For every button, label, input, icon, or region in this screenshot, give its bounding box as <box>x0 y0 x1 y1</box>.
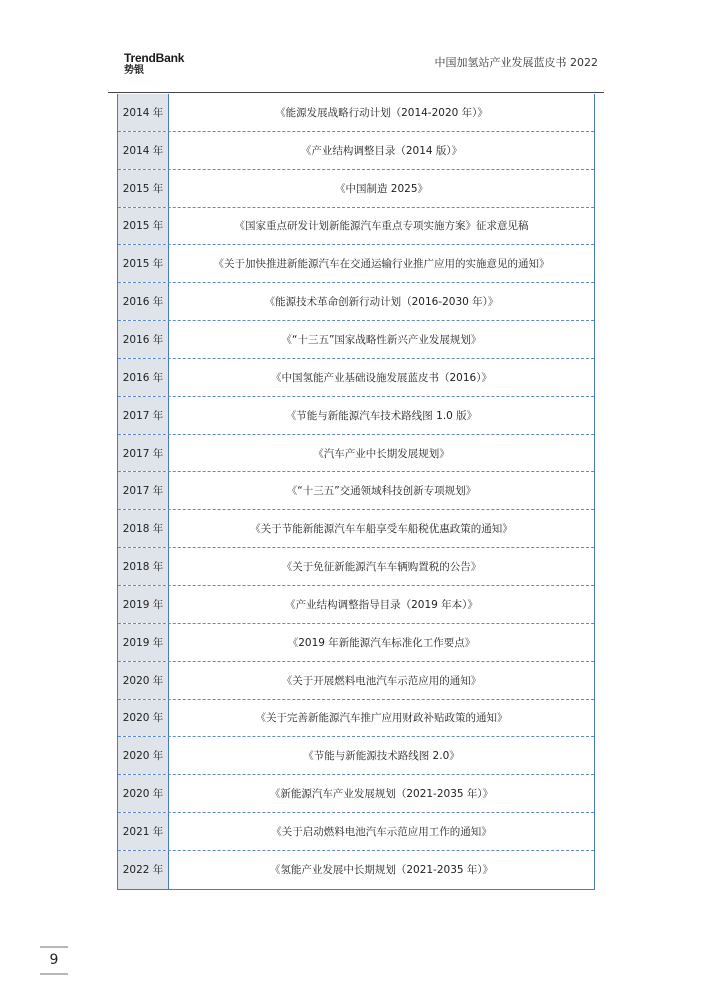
policy-document-cell: 《产业结构调整目录（2014 版）》 <box>300 144 463 157</box>
policy-table <box>117 94 595 890</box>
table-row <box>118 813 594 851</box>
policy-document-cell: 《新能源汽车产业发展规划（2021-2035 年）》 <box>269 788 494 801</box>
table-row <box>118 359 594 397</box>
year-cell: 2017 年 <box>118 397 169 434</box>
policy-document-cell: 《关于启动燃料电池汽车示范应用工作的通知》 <box>271 825 492 838</box>
policy-document-cell: 《中国氢能产业基础设施发展蓝皮书（2016）》 <box>271 371 492 384</box>
year-cell: 2017 年 <box>118 472 169 509</box>
table-row <box>118 94 594 132</box>
table-row <box>118 397 594 435</box>
table-row <box>118 132 594 170</box>
policy-document-cell: 《关于完善新能源汽车推广应用财政补贴政策的通知》 <box>255 712 508 725</box>
policy-document-cell: 《关于加快推进新能源汽车在交通运输行业推广应用的实施意见的通知》 <box>213 258 550 271</box>
policy-document-cell: 《能源发展战略行动计划（2014-2020 年）》 <box>275 106 488 119</box>
table-row <box>118 321 594 359</box>
policy-document-cell: 《产业结构调整指导目录（2019 年本）》 <box>285 598 478 611</box>
table-row <box>118 662 594 700</box>
year-cell: 2016 年 <box>118 321 169 358</box>
header-divider <box>108 92 604 93</box>
policy-document-cell: 《能源技术革命创新行动计划（2016-2030 年）》 <box>264 296 499 309</box>
year-cell: 2016 年 <box>118 359 169 396</box>
table-row <box>118 775 594 813</box>
table-row <box>118 700 594 738</box>
table-row <box>118 170 594 208</box>
year-cell: 2018 年 <box>118 548 169 585</box>
policy-document-cell: 《关于开展燃料电池汽车示范应用的通知》 <box>281 674 482 687</box>
year-cell: 2014 年 <box>118 94 169 131</box>
policy-document-cell: 《2019 年新能源汽车标准化工作要点》 <box>287 636 476 649</box>
year-cell: 2020 年 <box>118 662 169 699</box>
year-cell: 2020 年 <box>118 700 169 737</box>
table-row <box>118 510 594 548</box>
table-row <box>118 283 594 321</box>
table-row <box>118 208 594 246</box>
policy-document-cell: 《国家重点研发计划新能源汽车重点专项实施方案》征求意见稿 <box>234 220 529 233</box>
policy-document-cell: 《关于免征新能源汽车车辆购置税的公告》 <box>281 561 482 574</box>
year-cell: 2016 年 <box>118 283 169 320</box>
table-row <box>118 851 594 889</box>
logo-text-cn: 势银 <box>124 65 144 76</box>
year-cell: 2020 年 <box>118 775 169 812</box>
table-row <box>118 435 594 473</box>
policy-document-cell: 《节能与新能源汽车技术路线图 1.0 版》 <box>285 409 478 422</box>
trendbank-logo <box>124 52 184 77</box>
page-number: 9 <box>49 952 59 968</box>
page-number-bottom-rule <box>40 973 68 975</box>
year-cell: 2015 年 <box>118 208 169 245</box>
policy-document-cell: 《关于节能新能源汽车车船享受车船税优惠政策的通知》 <box>250 523 513 536</box>
year-cell: 2015 年 <box>118 170 169 207</box>
table-row <box>118 245 594 283</box>
year-cell: 2021 年 <box>118 813 169 850</box>
table-row <box>118 624 594 662</box>
page-number-top-rule <box>40 946 68 948</box>
table-row <box>118 472 594 510</box>
year-cell: 2015 年 <box>118 245 169 282</box>
policy-document-cell: 《中国制造 2025》 <box>334 182 429 195</box>
policy-document-cell: 《“十三五”国家战略性新兴产业发展规划》 <box>281 333 482 346</box>
year-cell: 2014 年 <box>118 132 169 169</box>
policy-document-cell: 《节能与新能源技术路线图 2.0》 <box>303 750 460 763</box>
table-row <box>118 586 594 624</box>
policy-document-cell: 《“十三五”交通领域科技创新专项规划》 <box>286 485 477 498</box>
policy-document-cell: 《汽车产业中长期发展规划》 <box>313 447 450 460</box>
year-cell: 2020 年 <box>118 737 169 774</box>
year-cell: 2019 年 <box>118 586 169 623</box>
year-cell: 2019 年 <box>118 624 169 661</box>
year-cell: 2022 年 <box>118 851 169 889</box>
policy-document-cell: 《氢能产业发展中长期规划（2021-2035 年）》 <box>269 864 494 877</box>
table-row <box>118 737 594 775</box>
year-cell: 2017 年 <box>118 435 169 472</box>
logo-text-en: TrendBank <box>124 51 185 65</box>
table-row <box>118 548 594 586</box>
header-title: 中国加氢站产业发展蓝皮书 2022 <box>434 56 598 69</box>
year-cell: 2018 年 <box>118 510 169 547</box>
